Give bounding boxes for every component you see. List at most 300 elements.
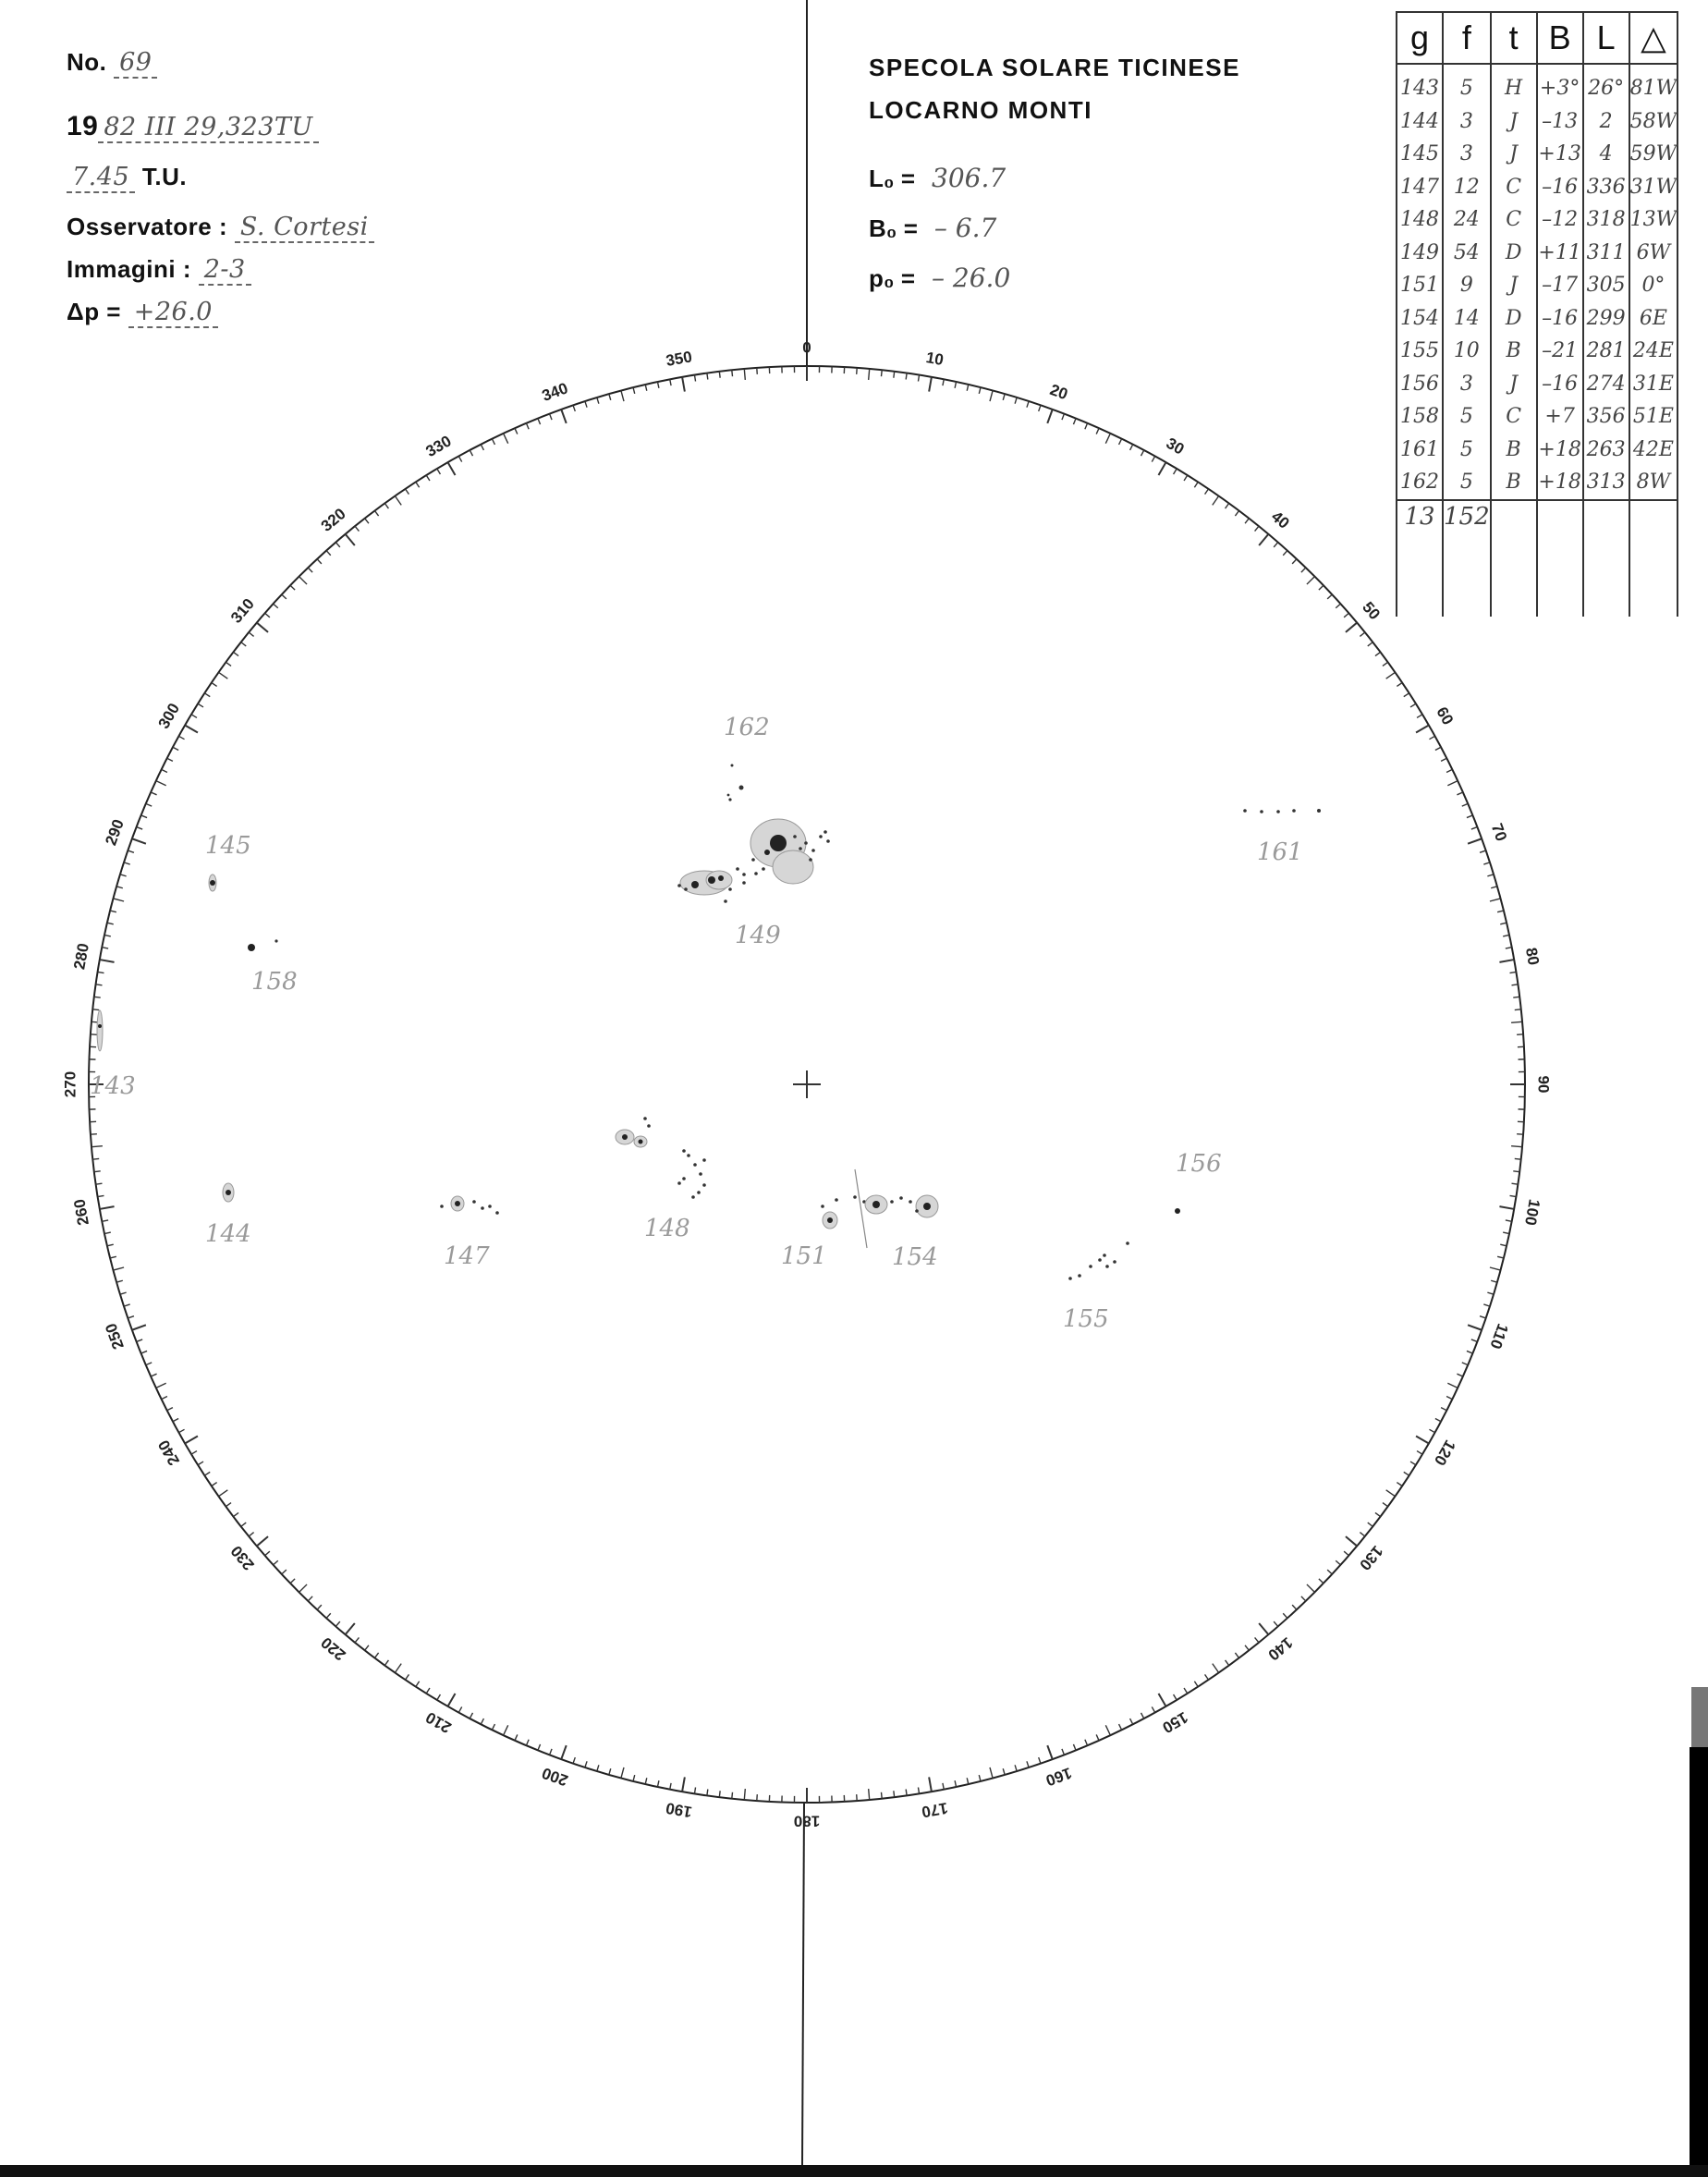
pore — [811, 849, 815, 852]
scale-tick — [132, 838, 146, 843]
scale-tick — [116, 887, 123, 888]
scale-tick — [1386, 672, 1396, 679]
no-value: 69 — [114, 48, 157, 79]
pore — [1078, 1274, 1081, 1278]
umbra — [718, 875, 724, 881]
scale-tick — [929, 1777, 932, 1792]
table-cell: 13W — [1629, 203, 1678, 237]
scale-tick — [597, 397, 599, 404]
col-delta-header: △ — [1629, 12, 1678, 64]
dp-label: Δp = — [67, 298, 121, 325]
scale-tick — [609, 394, 611, 400]
scale-tick — [110, 911, 116, 912]
scale-tick — [657, 382, 658, 388]
scale-tick — [1490, 899, 1501, 901]
scale-tick — [1226, 1660, 1229, 1666]
scale-tick — [515, 1734, 518, 1740]
observer-value: S. Cortesi — [235, 213, 374, 243]
images-label: Immagini : — [67, 255, 192, 283]
scale-tick — [132, 1325, 146, 1329]
scale-tick — [550, 414, 553, 421]
pore — [682, 1149, 686, 1153]
umbra — [708, 876, 715, 884]
table-cell: 6W — [1629, 237, 1678, 270]
table-cell: 6E — [1629, 302, 1678, 336]
scale-tick — [308, 568, 312, 572]
scale-tick — [1174, 1694, 1177, 1700]
scale-tick — [1085, 1740, 1088, 1745]
col-f-header: f — [1443, 12, 1491, 64]
group-label: 161 — [1257, 838, 1303, 866]
scale-tick — [1480, 1316, 1486, 1318]
scale-tick — [416, 1682, 420, 1687]
scale-tick — [1119, 439, 1122, 445]
scale-tick — [1226, 503, 1229, 508]
table-cell: –16 — [1537, 368, 1583, 401]
table-cell: –12 — [1537, 203, 1583, 237]
scale-tick — [1435, 1418, 1441, 1421]
scale-tick — [1096, 428, 1099, 434]
scale-tick — [96, 1183, 103, 1184]
scale-tick — [1480, 850, 1486, 852]
scale-tick — [1152, 1706, 1154, 1712]
pore — [819, 835, 823, 838]
scale-tick — [141, 1351, 147, 1353]
scale-tick — [1141, 450, 1143, 456]
scale-tick — [1499, 960, 1514, 962]
scale-tick — [732, 370, 733, 376]
scale-tick — [504, 1725, 508, 1735]
umbra — [770, 835, 787, 851]
pore — [728, 887, 732, 891]
umbra — [872, 1201, 880, 1208]
col-t-header: t — [1491, 12, 1537, 64]
scale-tick — [1096, 1734, 1099, 1740]
scale-tick — [1467, 1351, 1472, 1353]
penumbra — [773, 850, 813, 884]
scale-tick — [1292, 1605, 1297, 1609]
B0-label: B₀ = — [869, 214, 918, 242]
scale-label: 120 — [1430, 1437, 1459, 1469]
scale-tick — [1410, 1462, 1416, 1465]
scale-tick — [1487, 874, 1494, 876]
scale-tick — [162, 1397, 167, 1400]
table-cell: 161 — [1397, 434, 1443, 467]
scale-tick — [257, 1536, 268, 1546]
scale-tick — [906, 1790, 907, 1796]
scale-tick — [1307, 577, 1314, 584]
scale-label: 240 — [154, 1437, 184, 1469]
scale-label: 310 — [227, 594, 258, 627]
scale-tick — [1336, 1560, 1340, 1565]
scale-tick — [1184, 1688, 1188, 1694]
scale-tick — [1062, 1749, 1065, 1755]
south-line — [802, 1804, 804, 2165]
scale-tick — [633, 1775, 635, 1781]
scale-tick — [869, 1789, 870, 1800]
scale-tick — [198, 703, 203, 707]
col-L-header: L — [1583, 12, 1629, 64]
scale-label: 160 — [1043, 1764, 1075, 1790]
table-cell: 274 — [1583, 368, 1629, 401]
scale-tick — [124, 1304, 130, 1306]
time-suffix: T.U. — [141, 163, 188, 190]
scale-tick — [1513, 1171, 1519, 1172]
scale-tick — [265, 613, 270, 618]
scale-tick — [1360, 632, 1364, 636]
scale-tick — [990, 390, 993, 401]
group-label: 158 — [251, 968, 298, 996]
scale-tick — [355, 526, 359, 531]
scale-tick — [204, 1472, 210, 1475]
scale-tick — [1446, 1397, 1452, 1400]
scale-tick — [707, 373, 708, 380]
umbra — [210, 880, 215, 886]
table-cell: 31W — [1629, 171, 1678, 204]
table-cell: 336 — [1583, 171, 1629, 204]
scale-tick — [1510, 1195, 1517, 1196]
scale-tick — [265, 1551, 270, 1556]
pore — [274, 939, 277, 942]
scale-tick — [249, 632, 253, 636]
scale-tick — [906, 373, 907, 380]
scale-tick — [1441, 758, 1446, 761]
scale-tick — [137, 1339, 143, 1342]
scale-tick — [1429, 1429, 1434, 1432]
table-cell: D — [1491, 302, 1537, 336]
scale-tick — [107, 1244, 114, 1246]
scale-tick — [94, 1171, 101, 1172]
scale-tick — [426, 1688, 430, 1694]
scale-tick — [274, 1560, 278, 1565]
scale-label: 280 — [70, 941, 92, 972]
scale-tick — [104, 1232, 111, 1233]
scale-tick — [212, 1483, 217, 1486]
pore — [909, 1200, 912, 1204]
table-cell: 145 — [1397, 138, 1443, 171]
pore — [890, 1200, 894, 1204]
year-prefix: 19 — [67, 111, 99, 141]
scale-tick — [458, 456, 461, 461]
pore — [495, 1211, 499, 1215]
scale-label: 230 — [227, 1542, 258, 1574]
scale-tick — [1039, 405, 1041, 411]
scale-tick — [299, 577, 307, 584]
pore — [1098, 1258, 1102, 1262]
pore — [677, 884, 681, 887]
scale-tick — [894, 372, 895, 378]
scale-tick — [967, 1778, 969, 1784]
group-label: 148 — [644, 1215, 690, 1242]
pore — [739, 786, 744, 790]
table-cell: +18 — [1537, 434, 1583, 467]
pore — [643, 1117, 647, 1120]
scale-tick — [918, 375, 919, 382]
scale-tick — [104, 935, 111, 936]
scale-tick — [100, 1206, 115, 1209]
pore — [824, 830, 827, 834]
scale-label: 10 — [924, 349, 946, 370]
scale-tick — [1073, 419, 1076, 424]
scale-tick — [1468, 838, 1482, 843]
scale-label: 210 — [422, 1707, 455, 1737]
table-cell: C — [1491, 203, 1537, 237]
scale-tick — [597, 1765, 599, 1771]
scale-tick — [1515, 1158, 1521, 1159]
scale-tick — [979, 387, 981, 394]
scale-label: 290 — [102, 816, 128, 848]
scale-tick — [1283, 551, 1287, 556]
pore — [821, 1205, 824, 1208]
scale-tick — [492, 439, 494, 445]
table-cell: 5 — [1443, 64, 1491, 105]
scale-tick — [384, 1660, 388, 1666]
pore — [1103, 1254, 1106, 1257]
scale-tick — [1105, 434, 1110, 444]
scale-tick — [1274, 1621, 1278, 1626]
table-cell: –17 — [1537, 269, 1583, 302]
scale-tick — [1417, 1451, 1422, 1455]
scale-tick — [481, 445, 483, 450]
scale-label: 70 — [1487, 821, 1511, 844]
scale-tick — [233, 652, 238, 655]
scale-tick — [621, 390, 624, 401]
group-label: 143 — [90, 1072, 136, 1100]
scale-tick — [326, 551, 331, 556]
scale-tick — [929, 377, 932, 392]
L0-value: 306.7 — [932, 163, 1006, 193]
scale-tick — [1259, 534, 1268, 545]
pore — [793, 835, 797, 838]
scale-tick — [167, 758, 173, 761]
pore — [915, 1209, 919, 1213]
scale-tick — [1397, 1483, 1402, 1486]
scale-tick — [374, 510, 378, 516]
scale-tick — [1503, 935, 1509, 936]
scale-tick — [1259, 1623, 1268, 1634]
scale-tick — [116, 1280, 123, 1282]
table-cell: H — [1491, 64, 1537, 105]
scale-tick — [492, 1724, 494, 1730]
scale-tick — [1015, 397, 1017, 404]
scale-tick — [416, 482, 420, 487]
pore — [799, 847, 802, 850]
scale-tick — [241, 1523, 247, 1526]
table-cell: +11 — [1537, 237, 1583, 270]
table-cell: 149 — [1397, 237, 1443, 270]
scale-label: 100 — [1521, 1197, 1543, 1228]
table-cell: 42E — [1629, 434, 1678, 467]
scale-tick — [1503, 1232, 1509, 1233]
table-total-cell: 13 — [1397, 500, 1443, 534]
scale-tick — [1085, 423, 1088, 429]
scale-tick — [212, 683, 217, 687]
table-cell: +13 — [1537, 138, 1583, 171]
time-value: 7.45 — [67, 163, 135, 193]
pore — [809, 858, 812, 862]
scale-tick — [458, 1706, 461, 1712]
institution-name: SPECOLA SOLARE TICINESE — [869, 54, 1240, 81]
pore — [1260, 810, 1263, 813]
umbra — [1175, 1208, 1180, 1214]
scale-label: 20 — [1047, 380, 1070, 404]
table-cell: 356 — [1583, 400, 1629, 434]
scale-tick — [955, 1780, 956, 1787]
scale-tick — [365, 519, 369, 524]
pore — [1126, 1241, 1129, 1245]
table-cell: J — [1491, 269, 1537, 302]
table-cell: +3° — [1537, 64, 1583, 105]
scale-label: 220 — [317, 1633, 349, 1664]
pore — [728, 798, 731, 801]
scan-edge-bottom — [0, 2165, 1708, 2177]
umbra — [639, 1140, 643, 1144]
scale-tick — [1159, 1694, 1166, 1706]
pore — [699, 1172, 702, 1176]
scale-label: 200 — [539, 1764, 570, 1790]
scale-tick — [317, 1605, 322, 1609]
table-cell: B — [1491, 434, 1537, 467]
scale-tick — [1255, 1637, 1259, 1642]
scale-tick — [448, 462, 456, 475]
scale-tick — [1130, 445, 1133, 450]
institution-location: LOCARNO MONTI — [869, 96, 1092, 124]
scale-label: 320 — [317, 505, 349, 535]
scale-tick — [374, 1653, 378, 1658]
table-cell: 318 — [1583, 203, 1629, 237]
scale-label: 80 — [1521, 946, 1543, 967]
table-cell: J — [1491, 138, 1537, 171]
scale-tick — [406, 489, 409, 495]
scale-label: 300 — [154, 700, 184, 732]
table-cell: 10 — [1443, 335, 1491, 368]
scale-tick — [1194, 482, 1198, 487]
scale-tick — [395, 496, 401, 506]
scale-tick — [173, 1418, 178, 1421]
table-cell: 148 — [1397, 203, 1443, 237]
scale-tick — [1245, 1645, 1249, 1651]
table-cell: 162 — [1397, 466, 1443, 500]
scale-tick — [124, 862, 130, 864]
scale-label: 130 — [1356, 1542, 1386, 1574]
scale-tick — [1375, 652, 1381, 655]
pore — [691, 1195, 695, 1199]
umbra — [622, 1134, 628, 1140]
p0-label: p₀ = — [869, 264, 916, 292]
scale-tick — [1152, 456, 1154, 461]
scale-tick — [894, 1791, 895, 1797]
pore — [647, 1124, 651, 1128]
B0-value: – 6.7 — [933, 213, 997, 243]
scale-label: 30 — [1163, 434, 1188, 459]
table-cell: 8W — [1629, 466, 1678, 500]
scale-tick — [1039, 1757, 1041, 1764]
table-cell: –13 — [1537, 105, 1583, 139]
scale-tick — [719, 372, 720, 378]
scale-tick — [1404, 693, 1409, 697]
scale-tick — [317, 559, 322, 564]
table-cell: 144 — [1397, 105, 1443, 139]
group-label: 154 — [892, 1243, 938, 1271]
scale-tick — [219, 1490, 228, 1497]
scale-label: 60 — [1433, 703, 1458, 728]
scale-tick — [470, 1713, 472, 1718]
scale-tick — [241, 642, 247, 646]
scan-edge-gray — [1691, 1687, 1708, 1747]
group-label: 147 — [444, 1242, 490, 1270]
table-cell: –16 — [1537, 302, 1583, 336]
scale-tick — [1447, 781, 1458, 786]
scale-tick — [1301, 1596, 1306, 1601]
scale-tick — [198, 1462, 203, 1465]
scale-tick — [694, 1788, 695, 1794]
scale-label: 110 — [1486, 1321, 1512, 1351]
scale-tick — [92, 1146, 103, 1147]
table-cell: J — [1491, 105, 1537, 139]
scale-tick — [1003, 394, 1005, 400]
umbra — [691, 881, 699, 888]
table-cell: D — [1491, 237, 1537, 270]
scale-label: 170 — [920, 1799, 950, 1821]
umbra — [827, 1217, 833, 1223]
table-cell: 0° — [1629, 269, 1678, 302]
scale-tick — [1047, 1745, 1052, 1759]
scale-tick — [336, 1621, 340, 1626]
scale-tick — [526, 1740, 529, 1745]
table-cell: J — [1491, 368, 1537, 401]
table-cell: 14 — [1443, 302, 1491, 336]
table-cell: B — [1491, 335, 1537, 368]
scale-tick — [1235, 510, 1238, 516]
scale-tick — [1441, 1408, 1446, 1411]
scale-tick — [1368, 1523, 1373, 1526]
pore — [472, 1200, 476, 1204]
scale-tick — [1003, 1768, 1005, 1775]
pore — [488, 1205, 492, 1208]
scale-tick — [110, 1256, 116, 1258]
scale-tick — [1512, 1183, 1519, 1184]
scale-tick — [308, 1596, 312, 1601]
scale-tick — [1344, 613, 1348, 618]
scale-tick — [1375, 1512, 1381, 1516]
scale-tick — [384, 503, 388, 508]
penumbra — [97, 1010, 103, 1051]
table-cell: C — [1491, 400, 1537, 434]
pore — [682, 1177, 686, 1180]
group-label: 145 — [205, 832, 251, 860]
scale-tick — [943, 1783, 944, 1790]
scale-tick — [156, 781, 166, 786]
scale-tick — [1417, 715, 1422, 718]
scale-tick — [1447, 1383, 1458, 1388]
scale-tick — [365, 1645, 369, 1651]
scale-tick — [1235, 1653, 1238, 1658]
col-g-header: g — [1397, 12, 1443, 64]
scale-tick — [1491, 1280, 1497, 1282]
table-cell: –21 — [1537, 335, 1583, 368]
group-label: 151 — [781, 1242, 827, 1270]
scale-tick — [481, 1718, 483, 1724]
pore — [742, 873, 746, 876]
table-total-cell: 152 — [1443, 500, 1491, 534]
scale-tick — [141, 815, 147, 818]
pore — [804, 841, 808, 845]
scale-tick — [1499, 1206, 1514, 1209]
scale-tick — [1497, 1256, 1504, 1258]
pore — [826, 839, 830, 843]
scale-tick — [719, 1791, 720, 1797]
table-cell: 5 — [1443, 466, 1491, 500]
